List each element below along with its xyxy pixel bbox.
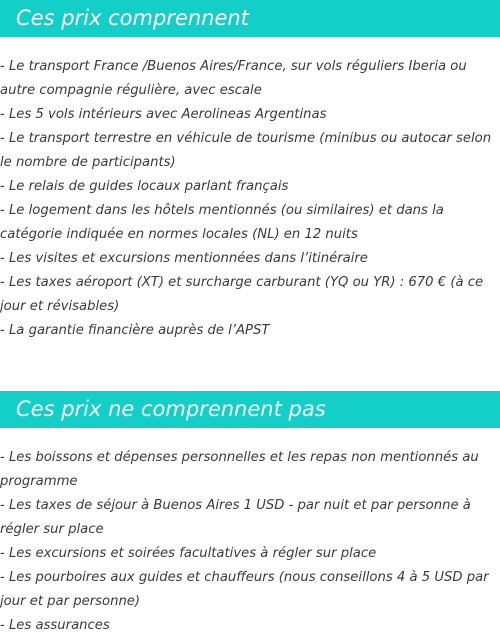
included-item: - Le transport terrestre en véhicule de tourisme (minibus ou autocar selon le nombre de participants)	[0, 131, 492, 170]
included-item: - La garantie financière auprès de l’APST	[0, 323, 270, 338]
included-list	[0, 55, 500, 343]
excluded-item: - Les pourboires aux guides et chauffeurs (nous conseillons 4 à 5 USD par jour et par personne)	[0, 570, 489, 609]
included-heading: Ces prix comprennent	[0, 0, 500, 37]
included-item: - Les taxes aéroport (XT) et surcharge carburant (YQ ou YR) : 670 € (à ce jour et révisables)	[0, 275, 484, 314]
excluded-section	[0, 391, 500, 638]
included-item: - Le logement dans les hôtels mentionnés (ou similaires) et dans la catégorie indiquée en normes locales (NL) en 12 nuits	[0, 203, 444, 242]
excluded-heading: Ces prix ne comprennent pas	[0, 391, 500, 428]
included-item: - Les visites et excursions mentionnées dans l’itinéraire	[0, 251, 368, 266]
excluded-item: - Les taxes de séjour à Buenos Aires 1 USD - par nuit et par personne à régler sur place	[0, 498, 471, 537]
included-item: - Le relais de guides locaux parlant français	[0, 179, 289, 194]
excluded-item: - Les assurances	[0, 618, 110, 633]
included-item: - Les 5 vols intérieurs avec Aerolineas Argentinas	[0, 107, 327, 122]
included-item: - Le transport France /Buenos Aires/France, sur vols réguliers Iberia ou autre compagnie régulière, avec escale	[0, 59, 467, 98]
excluded-list	[0, 446, 500, 638]
excluded-item: - Les boissons et dépenses personnelles et les repas non mentionnés au programme	[0, 450, 479, 489]
excluded-item: - Les excursions et soirées facultatives à régler sur place	[0, 546, 377, 561]
